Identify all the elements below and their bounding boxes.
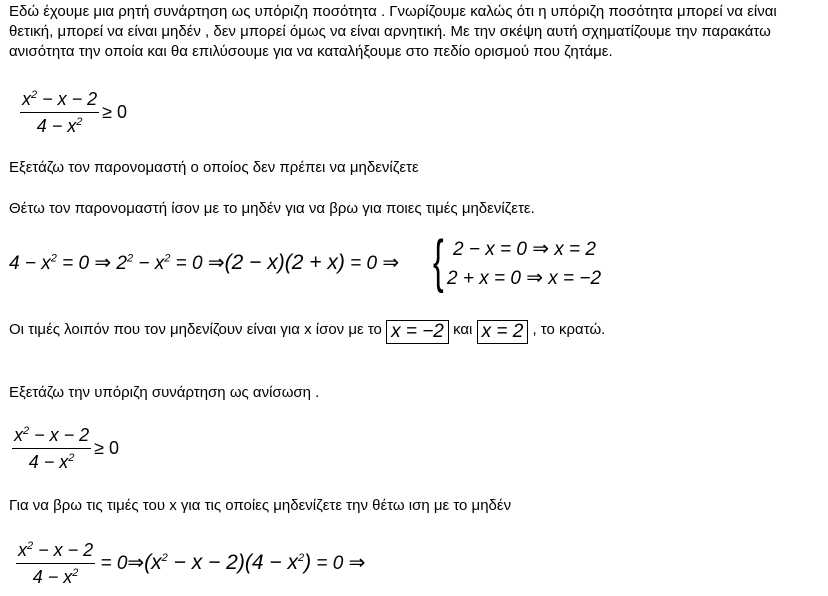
final-product: $(x^2 - x - 2)(4 - x^2)$ xyxy=(144,551,312,574)
factored-form: (2 − x)(2 + x) xyxy=(224,251,345,274)
values-line: Οι τιμές λοιπόν που τον μηδενίζουν είναι για x ίσον με το x = −2 και x = 2 , το κρατώ. xyxy=(9,321,606,342)
find-zero-text: Για να βρω τις τιμές του x για τις οποίες μηδενίζετε την θέτω ιση με το μηδέν xyxy=(9,497,512,514)
final-equation: $\frac{x^2 - x - 2}{4 - x^2}$ = $0\Rightarrow(x^2 - x - 2)(4 - x^2) = 0$ ⇒ xyxy=(18,540,366,587)
case-2: 2 + x = 0 ⇒ x = −2 xyxy=(447,267,602,289)
case-1: 2 − x = 0 ⇒ x = 2 xyxy=(453,238,596,260)
denominator-equation: $4 - x^2 = 0$ ⇒ $2^2 - x^2 = 0$ ⇒(2 − x)(2 + x) = 0 ⇒ xyxy=(9,251,400,274)
relation-ge-1: ≥ 0 xyxy=(102,102,128,122)
intro-paragraph: Εδώ έχουμε μια ρητή συνάρτηση ως υπόριζη ποσότητα . Γνωρίζουμε καλώς ότι η υπόριζη ποσότητα μπορεί να είναι θετική, μπορεί να είναι μηδέν , δεν μπορεί όμως να είναι αρνητική. Με την σκέψη αυτή σχηματίζουμε την παρακάτω ανισότητα την οποία και θα επιλύσουμε για να καταλήξουμε στο πεδίο ορισμού που ζητάμε. xyxy=(9,3,777,60)
fraction-2 xyxy=(12,424,91,473)
implies-arrow: ⇒ xyxy=(127,552,145,574)
relation-ge-2: ≥ 0 xyxy=(94,438,120,458)
inequality-2 xyxy=(12,424,119,473)
implies-arrow: ⇒ xyxy=(532,238,549,260)
fraction-3 xyxy=(16,539,95,588)
fraction-3-numerator: $x^2 - x - 2$ xyxy=(16,539,95,564)
denominator-check-text: Εξετάζω τον παρονομαστή ο οποίος δεν πρέπει να μηδενίζετε xyxy=(9,159,419,176)
implies-arrow: ⇒ xyxy=(526,267,543,289)
inequality-1 xyxy=(20,88,127,137)
fraction-1-denominator: $4 - x^2$ xyxy=(36,116,83,136)
fraction-2-numerator: $x^2 - x - 2$ xyxy=(12,424,91,449)
examine-root-text: Εξετάζω την υπόριζη συνάρτηση ως ανίσωση . xyxy=(9,384,320,401)
left-brace: { xyxy=(433,229,444,294)
implies-arrow: ⇒ xyxy=(348,552,366,574)
implies-arrow: ⇒ xyxy=(207,252,225,274)
fraction-3-denominator: $4 - x^2$ xyxy=(32,567,79,587)
fraction-1 xyxy=(20,88,99,137)
boxed-value-1: x = −2 xyxy=(386,320,449,344)
fraction-1-numerator: $x^2 - x - 2$ xyxy=(20,88,99,113)
fraction-2-denominator: $4 - x^2$ xyxy=(28,452,75,472)
implies-arrow: ⇒ xyxy=(94,252,112,274)
boxed-value-2: x = 2 xyxy=(477,320,529,344)
set-zero-text: Θέτω τον παρονομαστή ίσον με το μηδέν για να βρω για ποιες τιμές μηδενίζετε. xyxy=(9,200,535,217)
implies-arrow: ⇒ xyxy=(382,252,400,274)
